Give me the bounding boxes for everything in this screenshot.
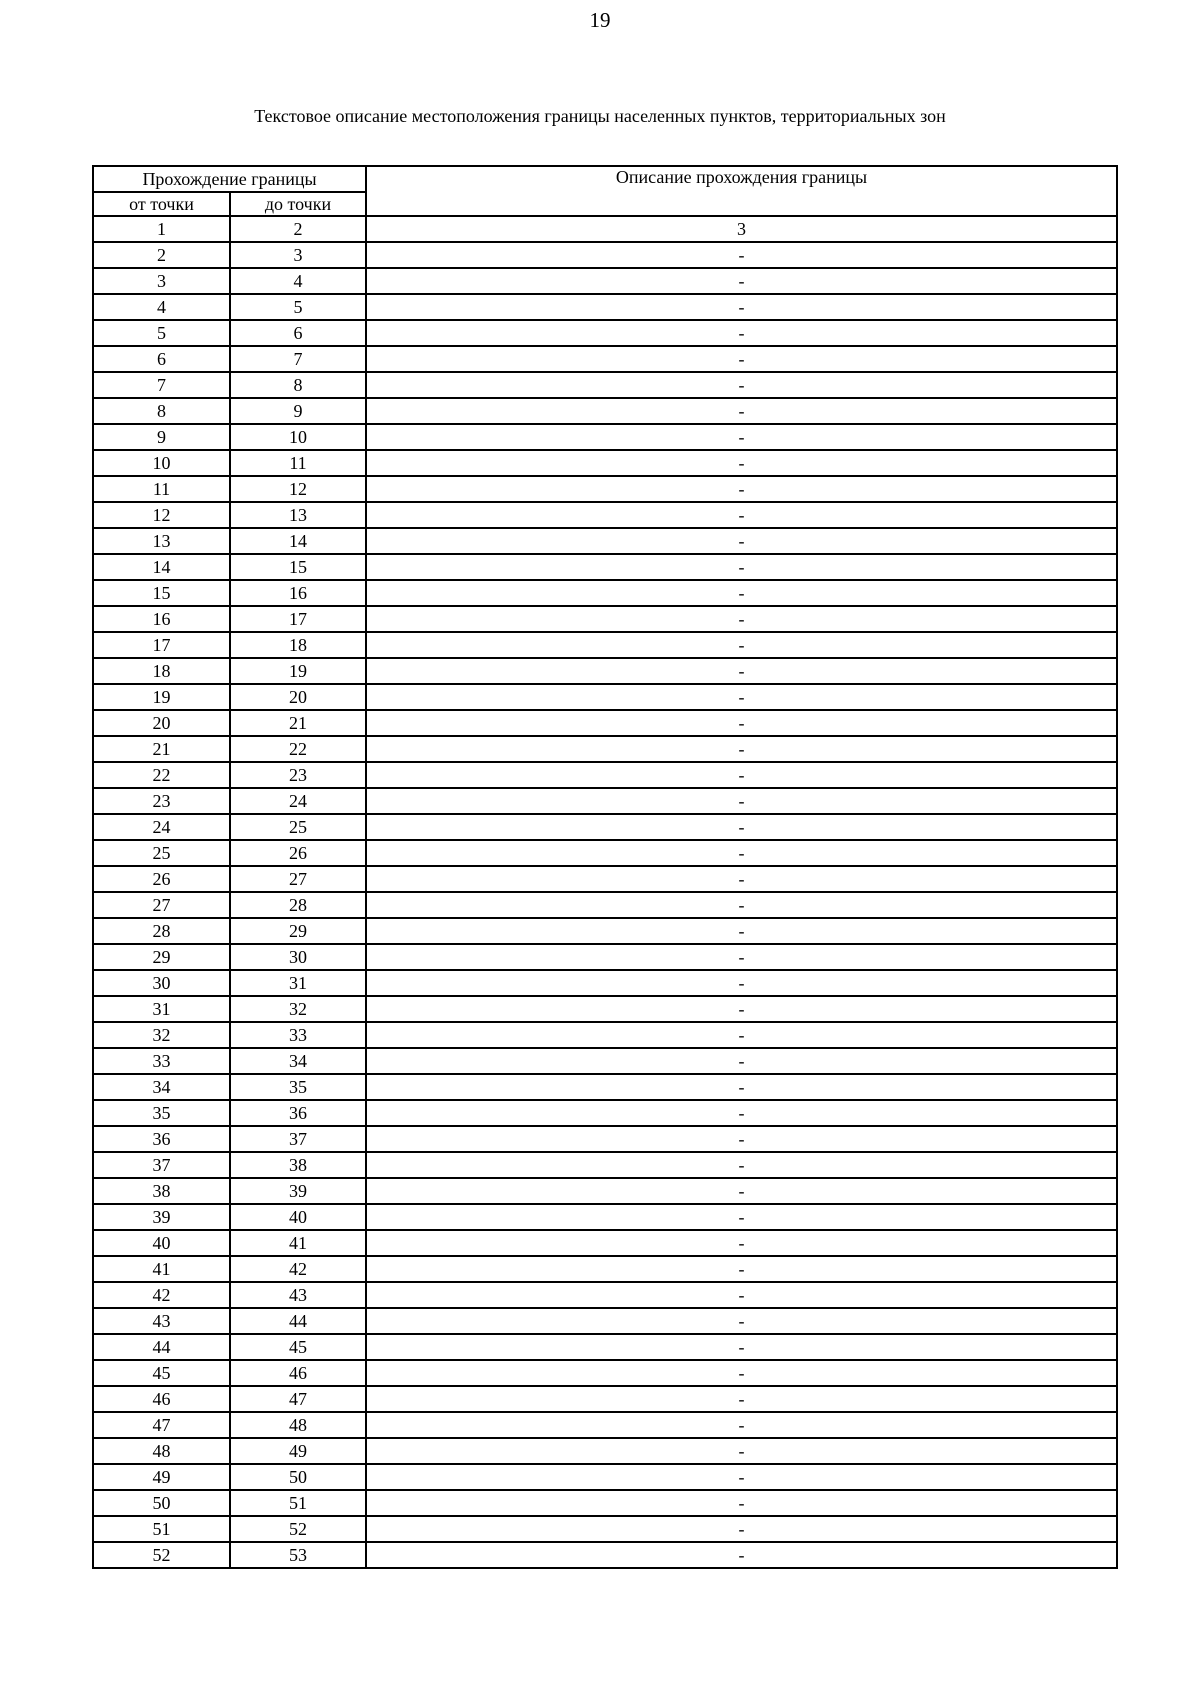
- cell-to-point: 20: [230, 684, 366, 710]
- table-row: [93, 1204, 1117, 1230]
- table-row: [93, 476, 1117, 502]
- cell-to-point: 23: [230, 762, 366, 788]
- table-row: [93, 528, 1117, 554]
- cell-to-point: 19: [230, 658, 366, 684]
- cell-from-point: 7: [93, 372, 230, 398]
- cell-description: -: [366, 242, 1117, 268]
- boundary-table: [92, 165, 1118, 1569]
- table-row: [93, 1074, 1117, 1100]
- cell-description: -: [366, 1230, 1117, 1256]
- table-row: [93, 762, 1117, 788]
- table-row: [93, 684, 1117, 710]
- table-row: [93, 1308, 1117, 1334]
- cell-to-point: 4: [230, 268, 366, 294]
- cell-description: -: [366, 450, 1117, 476]
- table-row: [93, 1230, 1117, 1256]
- cell-description: -: [366, 346, 1117, 372]
- cell-from-point: 11: [93, 476, 230, 502]
- cell-from-point: 27: [93, 892, 230, 918]
- table-row: [93, 944, 1117, 970]
- cell-to-point: 5: [230, 294, 366, 320]
- cell-description: -: [366, 1282, 1117, 1308]
- cell-to-point: 41: [230, 1230, 366, 1256]
- cell-from-point: 2: [93, 242, 230, 268]
- cell-from-point: 30: [93, 970, 230, 996]
- cell-to-point: 51: [230, 1490, 366, 1516]
- cell-from-point: 6: [93, 346, 230, 372]
- cell-description: -: [366, 1334, 1117, 1360]
- cell-to-point: 6: [230, 320, 366, 346]
- cell-description: -: [366, 320, 1117, 346]
- table-row: [93, 502, 1117, 528]
- header-boundary-passage: Прохождение границы: [93, 166, 366, 192]
- table-row: [93, 840, 1117, 866]
- cell-to-point: 7: [230, 346, 366, 372]
- cell-description: -: [366, 372, 1117, 398]
- cell-from-point: 9: [93, 424, 230, 450]
- cell-from-point: 37: [93, 1152, 230, 1178]
- cell-from-point: 50: [93, 1490, 230, 1516]
- cell-from-point: 19: [93, 684, 230, 710]
- table-row: [93, 372, 1117, 398]
- cell-to-point: 22: [230, 736, 366, 762]
- cell-to-point: 33: [230, 1022, 366, 1048]
- column-number: 3: [366, 216, 1117, 242]
- table-row: [93, 1022, 1117, 1048]
- cell-from-point: 35: [93, 1100, 230, 1126]
- cell-description: -: [366, 996, 1117, 1022]
- cell-description: -: [366, 710, 1117, 736]
- cell-to-point: 49: [230, 1438, 366, 1464]
- cell-description: -: [366, 1542, 1117, 1568]
- cell-description: -: [366, 892, 1117, 918]
- cell-description: -: [366, 762, 1117, 788]
- cell-to-point: 39: [230, 1178, 366, 1204]
- cell-from-point: 45: [93, 1360, 230, 1386]
- cell-to-point: 30: [230, 944, 366, 970]
- cell-to-point: 8: [230, 372, 366, 398]
- cell-from-point: 47: [93, 1412, 230, 1438]
- cell-description: -: [366, 424, 1117, 450]
- table-row: [93, 710, 1117, 736]
- cell-to-point: 53: [230, 1542, 366, 1568]
- cell-description: -: [366, 814, 1117, 840]
- cell-to-point: 40: [230, 1204, 366, 1230]
- table-row: [93, 424, 1117, 450]
- table-row: [93, 1438, 1117, 1464]
- cell-to-point: 37: [230, 1126, 366, 1152]
- table-row: [93, 814, 1117, 840]
- cell-to-point: 25: [230, 814, 366, 840]
- cell-description: -: [366, 1516, 1117, 1542]
- cell-from-point: 28: [93, 918, 230, 944]
- page-number: 19: [589, 8, 611, 32]
- cell-description: -: [366, 1152, 1117, 1178]
- cell-to-point: 27: [230, 866, 366, 892]
- table-row: [93, 1542, 1117, 1568]
- cell-description: -: [366, 970, 1117, 996]
- cell-from-point: 13: [93, 528, 230, 554]
- cell-from-point: 40: [93, 1230, 230, 1256]
- column-number: 2: [230, 216, 366, 242]
- cell-description: -: [366, 840, 1117, 866]
- cell-from-point: 15: [93, 580, 230, 606]
- cell-from-point: 39: [93, 1204, 230, 1230]
- cell-from-point: 24: [93, 814, 230, 840]
- cell-description: -: [366, 1178, 1117, 1204]
- cell-description: -: [366, 1022, 1117, 1048]
- table-row: [93, 1334, 1117, 1360]
- table-row: [93, 1048, 1117, 1074]
- cell-to-point: 29: [230, 918, 366, 944]
- cell-to-point: 34: [230, 1048, 366, 1074]
- cell-from-point: 51: [93, 1516, 230, 1542]
- cell-from-point: 42: [93, 1282, 230, 1308]
- cell-from-point: 21: [93, 736, 230, 762]
- cell-description: -: [366, 658, 1117, 684]
- cell-from-point: 48: [93, 1438, 230, 1464]
- cell-from-point: 29: [93, 944, 230, 970]
- cell-to-point: 32: [230, 996, 366, 1022]
- cell-description: -: [366, 1386, 1117, 1412]
- cell-to-point: 3: [230, 242, 366, 268]
- cell-description: -: [366, 1412, 1117, 1438]
- cell-description: -: [366, 606, 1117, 632]
- column-number: 1: [93, 216, 230, 242]
- cell-to-point: 42: [230, 1256, 366, 1282]
- table-row: [93, 1490, 1117, 1516]
- cell-from-point: 32: [93, 1022, 230, 1048]
- table-row: [93, 1152, 1117, 1178]
- cell-description: -: [366, 1490, 1117, 1516]
- cell-from-point: 17: [93, 632, 230, 658]
- cell-description: -: [366, 1100, 1117, 1126]
- cell-from-point: 31: [93, 996, 230, 1022]
- cell-from-point: 26: [93, 866, 230, 892]
- cell-description: -: [366, 476, 1117, 502]
- cell-to-point: 24: [230, 788, 366, 814]
- cell-description: -: [366, 736, 1117, 762]
- cell-to-point: 44: [230, 1308, 366, 1334]
- cell-to-point: 18: [230, 632, 366, 658]
- table-row: [93, 346, 1117, 372]
- document-title: Текстовое описание местоположения границы населенных пунктов, территориальных зон: [254, 106, 946, 126]
- table-row: [93, 632, 1117, 658]
- cell-from-point: 46: [93, 1386, 230, 1412]
- cell-description: -: [366, 502, 1117, 528]
- cell-from-point: 43: [93, 1308, 230, 1334]
- table-row: [93, 1412, 1117, 1438]
- table-row: [93, 918, 1117, 944]
- table-row: [93, 788, 1117, 814]
- table-row: [93, 268, 1117, 294]
- cell-description: -: [366, 1204, 1117, 1230]
- table-row: [93, 1178, 1117, 1204]
- table-row: [93, 996, 1117, 1022]
- header-from-point: от точки: [93, 192, 230, 216]
- cell-to-point: 47: [230, 1386, 366, 1412]
- cell-description: -: [366, 528, 1117, 554]
- cell-to-point: 35: [230, 1074, 366, 1100]
- cell-from-point: 22: [93, 762, 230, 788]
- cell-to-point: 36: [230, 1100, 366, 1126]
- table-row: [93, 1516, 1117, 1542]
- cell-from-point: 3: [93, 268, 230, 294]
- cell-to-point: 17: [230, 606, 366, 632]
- cell-to-point: 38: [230, 1152, 366, 1178]
- cell-description: -: [366, 1048, 1117, 1074]
- cell-from-point: 23: [93, 788, 230, 814]
- cell-description: -: [366, 398, 1117, 424]
- table-row: [93, 1256, 1117, 1282]
- table-row: [93, 866, 1117, 892]
- header-to-point: до точки: [230, 192, 366, 216]
- cell-description: -: [366, 554, 1117, 580]
- cell-description: -: [366, 1308, 1117, 1334]
- table-row: [93, 398, 1117, 424]
- cell-from-point: 8: [93, 398, 230, 424]
- table-row: [93, 242, 1117, 268]
- table-row: [93, 970, 1117, 996]
- table-row: [93, 1386, 1117, 1412]
- cell-from-point: 10: [93, 450, 230, 476]
- cell-to-point: 9: [230, 398, 366, 424]
- cell-to-point: 11: [230, 450, 366, 476]
- cell-to-point: 15: [230, 554, 366, 580]
- header-description: Описание прохождения границы: [366, 166, 1117, 216]
- cell-to-point: 43: [230, 1282, 366, 1308]
- table-row: [93, 1126, 1117, 1152]
- table-row: [93, 1464, 1117, 1490]
- cell-description: -: [366, 632, 1117, 658]
- cell-from-point: 12: [93, 502, 230, 528]
- cell-from-point: 44: [93, 1334, 230, 1360]
- cell-description: -: [366, 866, 1117, 892]
- table-body: [93, 216, 1117, 1568]
- cell-description: -: [366, 918, 1117, 944]
- table-row: [93, 736, 1117, 762]
- cell-from-point: 36: [93, 1126, 230, 1152]
- cell-from-point: 34: [93, 1074, 230, 1100]
- cell-from-point: 18: [93, 658, 230, 684]
- cell-description: -: [366, 294, 1117, 320]
- cell-to-point: 52: [230, 1516, 366, 1542]
- cell-from-point: 5: [93, 320, 230, 346]
- cell-from-point: 4: [93, 294, 230, 320]
- cell-description: -: [366, 788, 1117, 814]
- table-row: [93, 1360, 1117, 1386]
- cell-to-point: 26: [230, 840, 366, 866]
- cell-to-point: 50: [230, 1464, 366, 1490]
- cell-from-point: 38: [93, 1178, 230, 1204]
- table-row: [93, 580, 1117, 606]
- cell-from-point: 14: [93, 554, 230, 580]
- cell-description: -: [366, 1126, 1117, 1152]
- table-row: [93, 606, 1117, 632]
- cell-description: -: [366, 268, 1117, 294]
- table-row: [93, 892, 1117, 918]
- cell-to-point: 46: [230, 1360, 366, 1386]
- cell-description: -: [366, 1256, 1117, 1282]
- cell-from-point: 49: [93, 1464, 230, 1490]
- cell-to-point: 28: [230, 892, 366, 918]
- cell-description: -: [366, 1464, 1117, 1490]
- cell-to-point: 10: [230, 424, 366, 450]
- cell-to-point: 14: [230, 528, 366, 554]
- cell-description: -: [366, 1074, 1117, 1100]
- cell-from-point: 20: [93, 710, 230, 736]
- cell-to-point: 48: [230, 1412, 366, 1438]
- table-row: [93, 320, 1117, 346]
- table-row: [93, 294, 1117, 320]
- table-row: [93, 554, 1117, 580]
- table-row: [93, 450, 1117, 476]
- cell-to-point: 16: [230, 580, 366, 606]
- cell-from-point: 16: [93, 606, 230, 632]
- cell-to-point: 12: [230, 476, 366, 502]
- cell-from-point: 52: [93, 1542, 230, 1568]
- cell-description: -: [366, 1438, 1117, 1464]
- cell-description: -: [366, 1360, 1117, 1386]
- cell-to-point: 45: [230, 1334, 366, 1360]
- cell-description: -: [366, 580, 1117, 606]
- table-row: [93, 1282, 1117, 1308]
- column-number-row: [93, 216, 1117, 242]
- cell-description: -: [366, 944, 1117, 970]
- cell-from-point: 41: [93, 1256, 230, 1282]
- cell-to-point: 13: [230, 502, 366, 528]
- cell-description: -: [366, 684, 1117, 710]
- cell-from-point: 25: [93, 840, 230, 866]
- cell-from-point: 33: [93, 1048, 230, 1074]
- table-row: [93, 658, 1117, 684]
- cell-to-point: 31: [230, 970, 366, 996]
- table-row: [93, 1100, 1117, 1126]
- cell-to-point: 21: [230, 710, 366, 736]
